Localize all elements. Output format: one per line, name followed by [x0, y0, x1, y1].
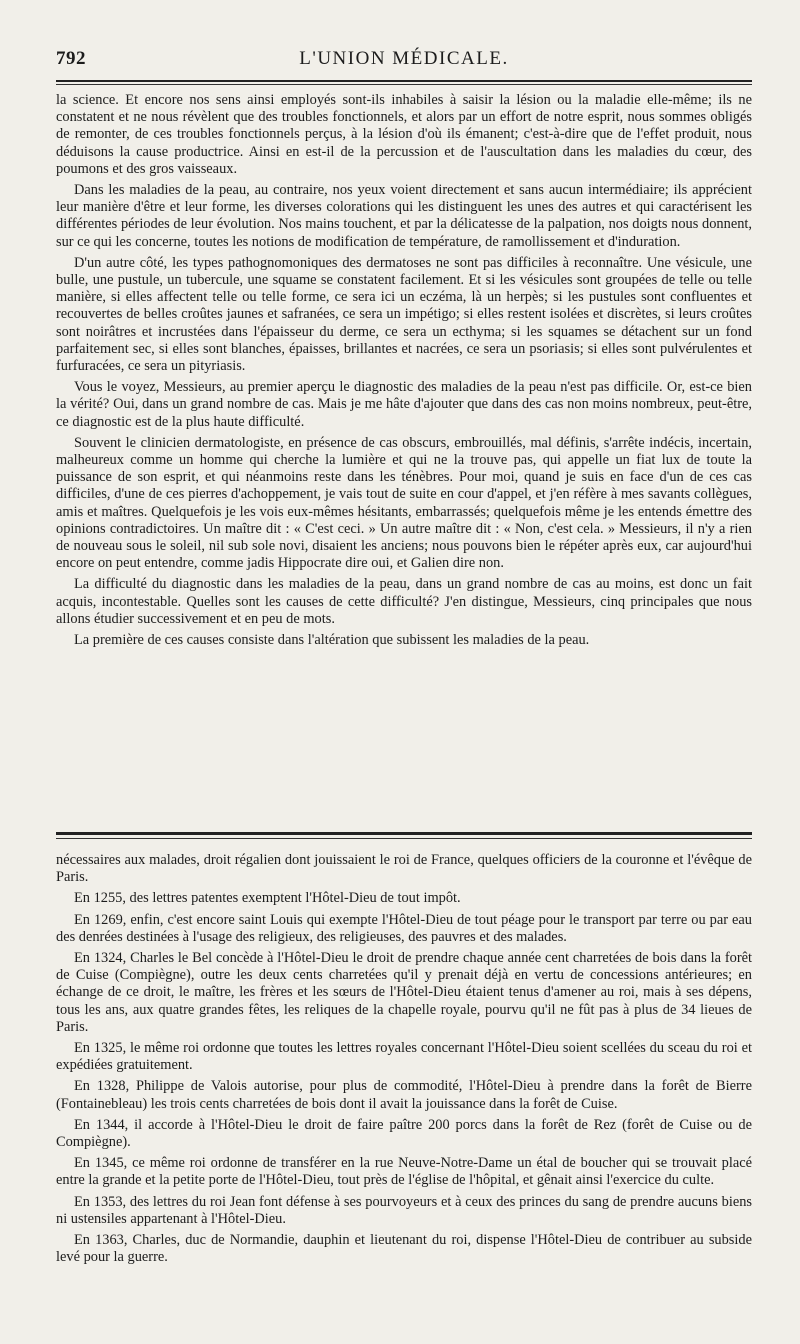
feuilleton-paragraph: En 1363, Charles, duc de Normandie, dauphin et lieutenant du roi, dispense l'Hôtel-Dieu de contribuer au subside levé pour la guerre. — [56, 1232, 752, 1266]
feuilleton-paragraph: En 1345, ce même roi ordonne de transférer en la rue Neuve-Notre-Dame un étal de boucher qui se trouvait placé entre la grande et la petite porte de l'Hôtel-Dieu, tout près de l'église de l'hôpital, et gênait ainsi l'exercice du culte. — [56, 1155, 752, 1189]
article-paragraph: La difficulté du diagnostic dans les maladies de la peau, dans un grand nombre de cas au moins, est donc un fait acquis, incontestable. Quelles sont les causes de cette difficulté? J'en distingue, Messieurs, cinq principales que nous allons étudier successivement et en peu de mots. — [56, 576, 752, 627]
article-paragraph: la science. Et encore nos sens ainsi employés sont-ils inhabiles à saisir la lésion ou la maladie elle-même; ils ne constatent et ne nous révèlent que des troubles fonctionnels, et alors par un effort de notre esprit, nous sommes obligés de remonter, de ces troubles fonctionnels perçus, à la lésion d'où ils émanent; c'est-à-dire que de l'effet produit, nous déduisons la cause productrice. Ainsi en est-il de la percussion et de l'auscultation dans les maladies du cœur, des poumons et des gros vaisseaux. — [56, 92, 752, 177]
page-number: 792 — [56, 48, 86, 69]
feuilleton-paragraph: En 1255, des lettres patentes exemptent l'Hôtel-Dieu de tout impôt. — [74, 890, 461, 907]
article-paragraph: D'un autre côté, les types pathognomoniques des dermatoses ne sont pas difficiles à reconnaître. Une vésicule, une bulle, une pustule, un tubercule, une squame se constatent facilement. Et si les vésicules sont groupées de telle ou telle manière, si elles affectent telle ou telle forme, ce sera ici un eczéma, là un herpès; si les pustules sont confluentes et recouvertes de belles croûtes jaunes et safranées, ce sera un impétigo; si elles restent isolées et discrètes, si leurs croûtes sont noirâtres et incrustées dans l'épaisseur du derme, ce sera un ecthyma; si les squames se détachent sur un fond parfaitement sec, si elles sont blanches, épaisses, brillantes et nacrées, ce sera un psoriasis; si elles sont pulvérulentes et furfuracées, ce sera un pityriasis. — [56, 254, 752, 375]
feuilleton-paragraph: En 1353, des lettres du roi Jean font défense à ses pourvoyeurs et à ceux des princes du sang de prendre aucuns biens ni ustensiles appartenant à l'Hôtel-Dieu. — [56, 1193, 752, 1227]
feuilleton-separator-thin — [56, 838, 752, 839]
feuilleton-paragraph: En 1325, le même roi ordonne que toutes les lettres royales concernant l'Hôtel-Dieu soient scellées du sceau du roi et expédiées gratuitement. — [56, 1040, 752, 1074]
feuilleton-paragraph: nécessaires aux malades, droit régalien dont jouissaient le roi de France, quelques officiers de la couronne et l'évêque de Paris. — [56, 852, 752, 886]
journal-title: L'UNION MÉDICALE. — [299, 48, 509, 69]
article-paragraph: Dans les maladies de la peau, au contraire, nos yeux voient directement et sans aucun intermédiaire; ils apprécient leur manière d'être et leur forme, les diverses colorations qui les distinguent les unes des autres et qui caractérisent les différentes périodes de leur évolution. Nos mains touchent, et par la délicatesse de la palpation, nos doigts nous donnent, sur ce qui les concerne, toutes les notions de modification de température, de ramollissement et d'induration. — [56, 182, 752, 250]
feuilleton-body — [56, 852, 752, 1270]
header-rule-thin — [56, 84, 752, 85]
header-rule — [56, 80, 752, 82]
feuilleton-paragraph: En 1328, Philippe de Valois autorise, pour plus de commodité, l'Hôtel-Dieu à prendre dans la forêt de Bierre (Fontainebleau) les trois cents charretées de bois dont il avait la jouissance dans la forêt de Cuise. — [56, 1078, 752, 1112]
feuilleton-paragraph: En 1324, Charles le Bel concède à l'Hôtel-Dieu le droit de prendre chaque année cent charretées de bois dans la forêt de Cuise (Compiègne), outre les deux cents charretées qu'il y prenait déjà en vertu de concessions antérieures; en échange de ce droit, le maître, les frères et les sœurs de l'Hôtel-Dieu étaient tenus d'amener au roi, mais à ses dépens, tous les ans, aux quatre grandes fêtes, les reliques de la chapelle royale, pourvu qu'il ne fût pas à plus de 34 lieues de Paris. — [56, 950, 752, 1035]
feuilleton-paragraph: En 1344, il accorde à l'Hôtel-Dieu le droit de faire paître 200 porcs dans la forêt de Rez (forêt de Cuise ou de Compiègne). — [56, 1116, 752, 1151]
article-paragraph: Vous le voyez, Messieurs, au premier aperçu le diagnostic des maladies de la peau n'est pas difficile. Or, est-ce bien la vérité? Oui, dans un grand nombre de cas. Mais je me hâte d'ajouter que dans des cas non moins nombreux, peut-être, ce diagnostic est de la plus haute difficulté. — [56, 379, 752, 430]
article-paragraph: La première de ces causes consiste dans l'altération que subissent les maladies de la peau. — [74, 632, 590, 649]
feuilleton-paragraph: En 1269, enfin, c'est encore saint Louis qui exempte l'Hôtel-Dieu de tout péage pour le transport par terre ou par eau des denrées destinées à l'usage des religieux, des religieuses, des pauvres et des malades. — [56, 911, 752, 945]
article-body — [56, 92, 752, 653]
feuilleton-separator — [56, 832, 752, 835]
article-paragraph: Souvent le clinicien dermatologiste, en présence de cas obscurs, embrouillés, mal définis, s'arrête indécis, incertain, malheureux comme un homme qui cherche la lumière et qui ne la trouve pas, qui appelle un fiat lux de toute la puissance de son esprit, et qui néanmoins reste dans les ténèbres. Pour moi, quand je suis en face d'un de ces cas difficiles, d'une de ces pierres d'achoppement, je vais tout de suite en cour d'appel, et j'en réfère à mes savants collègues, amis et maîtres. Quelquefois je les vois eux-mêmes hésitants, embarrassés; quelquefois même je les entends émettre des opinions contradictoires. Un maître dit : « C'est ceci. » Un autre maître dit : « Non, c'est cela. » Messieurs, il n'y a rien de nouveau sous le soleil, nil sub sole novi, disaient les anciens; nous pouvons bien le répéter après eux, car aujourd'hui encore on peut entendre, comme jadis Hippocrate dire oui, et Galien dire non. — [56, 434, 752, 572]
running-header — [56, 48, 752, 80]
